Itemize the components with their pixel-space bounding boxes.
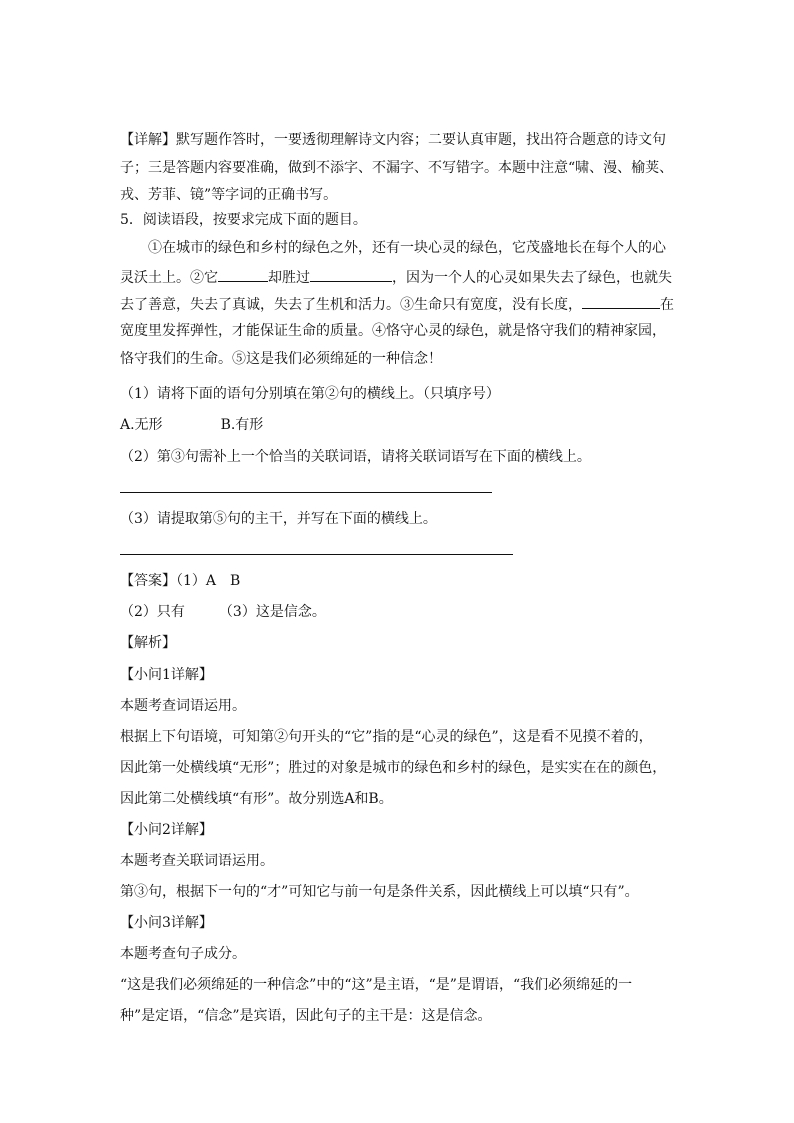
sub-question-2: （2）第③句需补上一个恰当的关联词语，请将关联词语写在下面的横线上。 [120, 449, 591, 465]
answer-2: （2）只有 [120, 604, 185, 620]
sub-question-3: （3）请提取第⑤句的主干，并写在下面的横线上。 [120, 511, 437, 527]
passage-text: 去了善意，失去了真诚，失去了生机和活力。③生命只有宽度，没有长度， [120, 297, 582, 313]
sub-question-1: （1）请将下面的语句分别填在第②句的横线上。（只填序号） [120, 386, 500, 402]
passage-text: 在 [660, 297, 674, 313]
answer-line-3 [120, 554, 513, 555]
option-b: B.有形 [220, 417, 264, 433]
analysis-heading: 【解析】 [120, 635, 176, 651]
detail-line-1: 【详解】默写题作答时，一要透彻理解诗文内容；二要认真审题，找出符合题意的诗文句 [120, 132, 666, 148]
sub-3-line-a: 本题考查句子成分。 [120, 946, 246, 962]
passage-text: 灵沃土上。②它 [120, 270, 218, 286]
question-5-heading: 5．阅读语段，按要求完成下面的题目。 [120, 212, 367, 228]
sub-1-detail-heading: 【小问1详解】 [120, 667, 213, 683]
passage-line-5: 恪守我们的生命。⑤这是我们必须绵延的一种信念！ [120, 351, 442, 367]
answer-3: （3）这是信念。 [218, 604, 326, 620]
sub-2-line-b: 第③句，根据下一句的“才”可知它与前一句是条件关系，因此横线上可以填“只有”。 [120, 884, 639, 900]
sub-1-line-b: 根据上下句语境，可知第②句开头的“它”指的是“心灵的绿色”，这是看不见摸不着的， [120, 729, 653, 745]
sub-3-line-b: “这是我们必须绵延的一种信念”中的“这”是主语，“是”是谓语，“我们必须绵延的一 [120, 977, 633, 993]
detail-line-3: 戎、芳菲、镜”等字词的正确书写。 [120, 187, 338, 203]
sub-1-line-a: 本题考查词语运用。 [120, 698, 246, 714]
passage-text: ，因为一个人的心灵如果失去了绿色，也就失 [392, 270, 672, 286]
answer-line-cont [120, 603, 326, 621]
fill-blank [310, 267, 392, 282]
passage-line-3 [120, 294, 674, 314]
sub-3-detail-heading: 【小问3详解】 [120, 915, 213, 931]
passage-text: 却胜过 [268, 270, 310, 286]
passage-line-4: 宽度里发挥弹性，才能保证生命的质量。④恪守心灵的绿色，就是恪守我们的精神家园， [120, 323, 666, 339]
answer-line-2 [120, 492, 492, 493]
option-a: A.无形 [120, 417, 163, 433]
sub-1-line-d: 因此第二处横线填“有形”。故分别选A和B。 [120, 791, 393, 807]
detail-line-2: 子；三是答题内容要准确，做到不添字、不漏字、不写错字。本题中注意“啸、漫、榆荚、 [120, 160, 674, 176]
sub-3-line-c: 种”是定语，“信念”是宾语，因此句子的主干是：这是信念。 [120, 1008, 492, 1024]
sub-1-line-c: 因此第一处横线填“无形”；胜过的对象是城市的绿色和乡村的绿色，是实实在在的颜色， [120, 760, 667, 776]
sub-2-detail-heading: 【小问2详解】 [120, 822, 213, 838]
passage-line-1: ①在城市的绿色和乡村的绿色之外，还有一块心灵的绿色，它茂盛地长在每个人的心 [148, 240, 666, 256]
answer-line: 【答案】（1）A B [120, 573, 241, 589]
sub-2-line-a: 本题考查关联词语运用。 [120, 853, 274, 869]
options-row [120, 416, 263, 434]
fill-blank [582, 294, 660, 309]
passage-line-2 [120, 267, 672, 287]
fill-blank [218, 267, 268, 282]
